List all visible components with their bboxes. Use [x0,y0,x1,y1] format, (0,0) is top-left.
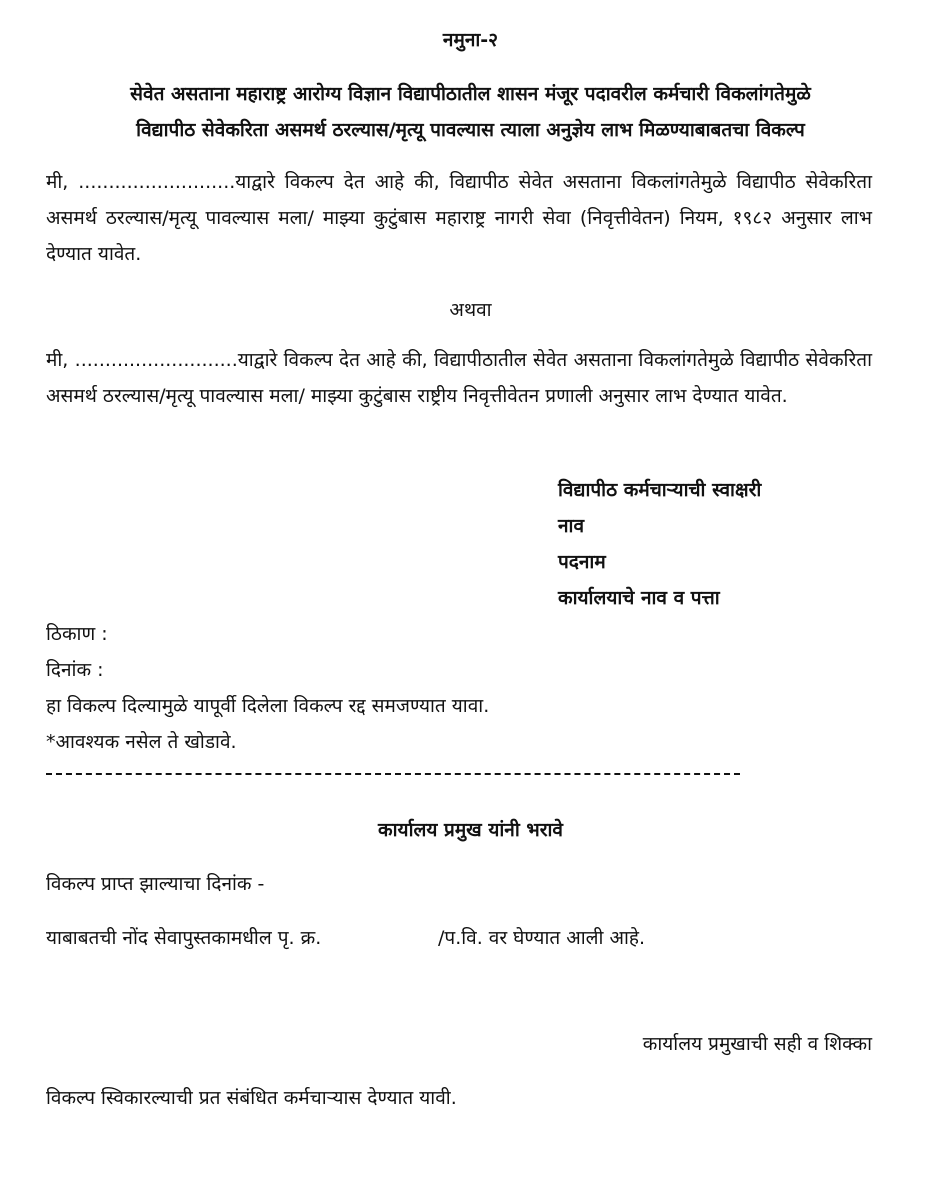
employee-designation-label: पदनाम [558,551,606,573]
option-2-paragraph: मी, ...........................याद्वारे विकल्प देत आहे की, विद्यापीठातील सेवेत असताना विकलांगतेमुळे विद्यापीठ सेवेकरिता असमर्थ ठरल्यास/मृत्यू पावल्यास मला/ माझ्या कुटुंबास राष्ट्रीय निवृत्तीवेतन प्रणाली अनुसार लाभ देण्यात यावेत. [46,349,872,407]
cancel-previous-option-note: हा विकल्प दिल्यामुळे यापूर्वी दिलेला विकल्प रद्द समजण्यात यावा. [46,695,490,717]
service-book-record-prefix: याबाबतची नोंद सेवापुस्तकामधील पृ. क्र. [46,927,322,949]
date-label: दिनांक : [46,659,104,681]
strike-unnecessary-footnote: *आवश्यक नसेल ते खोडावे. [46,731,237,753]
copy-to-employee-note: विकल्प स्विकारल्याची प्रत संबंधित कर्मचाऱ्यास देण्यात यावी. [46,1087,457,1109]
form-title-line-1: सेवेत असताना महाराष्ट्र आरोग्य विज्ञान विद्यापीठातील शासन मंजूर पदावरील कर्मचारी विकलांगतेमुळे [130,83,811,105]
option-received-date-label: विकल्प प्राप्त झाल्याचा दिनांक - [46,873,265,895]
section-divider [46,773,740,775]
option-1-paragraph: मी, ..........................याद्वारे विकल्प देत आहे की, विद्यापीठ सेवेत असताना विकलांगतेमुळे विद्यापीठ सेवेकरिता असमर्थ ठरल्यास/मृत्यू पावल्यास मला/ माझ्या कुटुंबास महाराष्ट्र नागरी सेवा (निवृत्तीवेतन) नियम, १९८२ अनुसार लाभ देण्यात यावेत. [46,171,872,265]
or-label: अथवा [449,299,492,321]
form-number: नमुना-२ [442,29,499,51]
office-head-signature-seal-label: कार्यालय प्रमुखाची सही व शिक्का [642,1033,872,1055]
office-name-address-label: कार्यालयाचे नाव व पत्ता [558,587,720,609]
place-label: ठिकाण : [46,623,108,645]
form-title-line-2: विद्यापीठ सेवेकरिता असमर्थ ठरल्यास/मृत्यू पावल्यास त्याला अनुज्ञेय लाभ मिळण्याबाबतचा विकल्प [136,119,805,141]
employee-signature-label: विद्यापीठ कर्मचाऱ्याची स्वाक्षरी [558,479,762,501]
service-book-record-suffix: /प.वि. वर घेण्यात आली आहे. [438,927,646,949]
office-section-heading: कार्यालय प्रमुख यांनी भरावे [378,819,563,841]
employee-name-label: नाव [558,515,585,537]
